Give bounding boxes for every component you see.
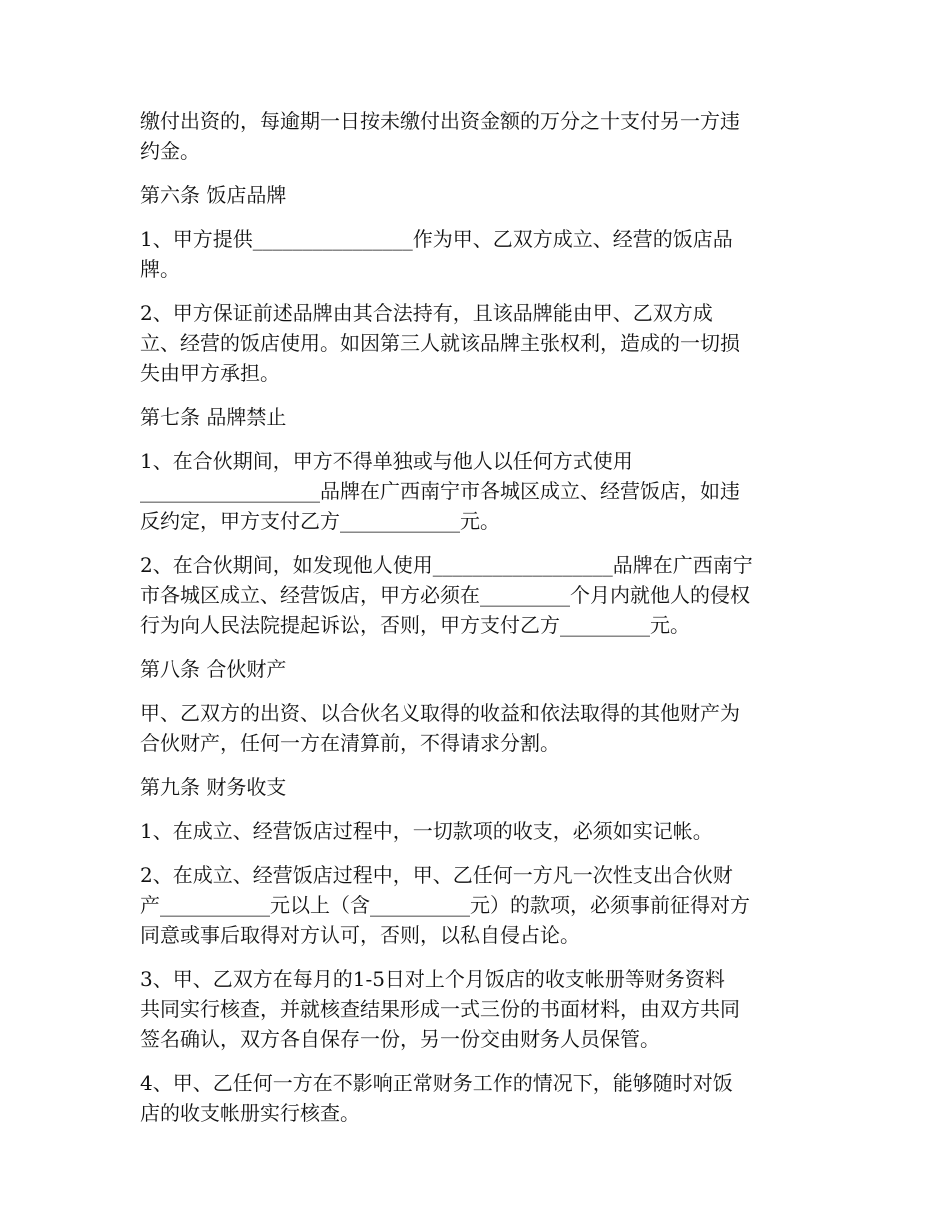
text-line: 失由甲方承担。 (140, 361, 280, 385)
article-9-item-1 (140, 816, 810, 846)
article-9-item-2 (140, 860, 810, 950)
text-line: 立、经营的饭店使用。如因第三人就该品牌主张权利，造成的一切损 (140, 331, 740, 355)
text-line: 4、甲、乙任何一方在不影响正常财务工作的情况下，能够随时对饭 (140, 1071, 733, 1095)
text-line: 缴付出资的，每逾期一日按未缴付出资金额的万分之十支付另一方违 (140, 109, 740, 133)
article-7-heading (140, 402, 810, 432)
text-line: 3、甲、乙双方在每月的1-5日对上个月饭店的收支帐册等财务资料 (140, 967, 725, 991)
article-6-item-1 (140, 224, 810, 284)
text-line: 2、在合伙期间，如发现他人使用__________________品牌在广西南宁 (140, 553, 753, 577)
article-6-heading (140, 180, 810, 210)
text-line: __________________品牌在广西南宁市各城区成立、经营饭店，如违 (140, 479, 740, 503)
text-line: 1、在合伙期间，甲方不得单独或与他人以任何方式使用 (140, 449, 633, 473)
article-8-heading (140, 654, 810, 684)
article-7-item-2 (140, 550, 810, 640)
text-line: 同意或事后取得对方认可，否则，以私自侵占论。 (140, 923, 580, 947)
article-9-item-3 (140, 964, 810, 1054)
text-line: 合伙财产，任何一方在清算前，不得请求分割。 (140, 731, 560, 755)
text-line: 牌。 (140, 257, 180, 281)
text-line: 共同实行核查，并就核查结果形成一式三份的书面材料，由双方共同 (140, 997, 740, 1021)
heading-text: 第七条 品牌禁止 (140, 405, 287, 429)
article-7-item-1 (140, 446, 810, 536)
text-line: 1、在成立、经营饭店过程中，一切款项的收支，必须如实记帐。 (140, 819, 713, 843)
heading-text: 第六条 饭店品牌 (140, 183, 287, 207)
document-body (140, 106, 810, 1142)
article-9-item-4 (140, 1068, 810, 1128)
text-line: 产___________元以上（含__________元）的款项，必须事前征得对方 (140, 893, 750, 917)
article-9-heading (140, 772, 810, 802)
text-line: 甲、乙双方的出资、以合伙名义取得的收益和依法取得的其他财产为 (140, 701, 740, 725)
heading-text: 第九条 财务收支 (140, 775, 287, 799)
text-line: 1、甲方提供________________作为甲、乙双方成立、经营的饭店品 (140, 227, 733, 251)
text-line: 店的收支帐册实行核查。 (140, 1101, 360, 1125)
text-line: 2、在成立、经营饭店过程中，甲、乙任何一方凡一次性支出合伙财 (140, 863, 733, 887)
text-line: 反约定，甲方支付乙方____________元。 (140, 509, 500, 533)
text-line: 行为向人民法院提起诉讼，否则，甲方支付乙方_________元。 (140, 613, 690, 637)
article-6-item-2 (140, 298, 810, 388)
article-8-body (140, 698, 810, 758)
text-line: 约金。 (140, 139, 200, 163)
text-line: 签名确认，双方各自保存一份，另一份交由财务人员保管。 (140, 1027, 660, 1051)
text-line: 市各城区成立、经营饭店，甲方必须在_________个月内就他人的侵权 (140, 583, 750, 607)
heading-text: 第八条 合伙财产 (140, 657, 287, 681)
text-line: 2、甲方保证前述品牌由其合法持有，且该品牌能由甲、乙双方成 (140, 301, 713, 325)
paragraph-penalty-continued (140, 106, 810, 166)
